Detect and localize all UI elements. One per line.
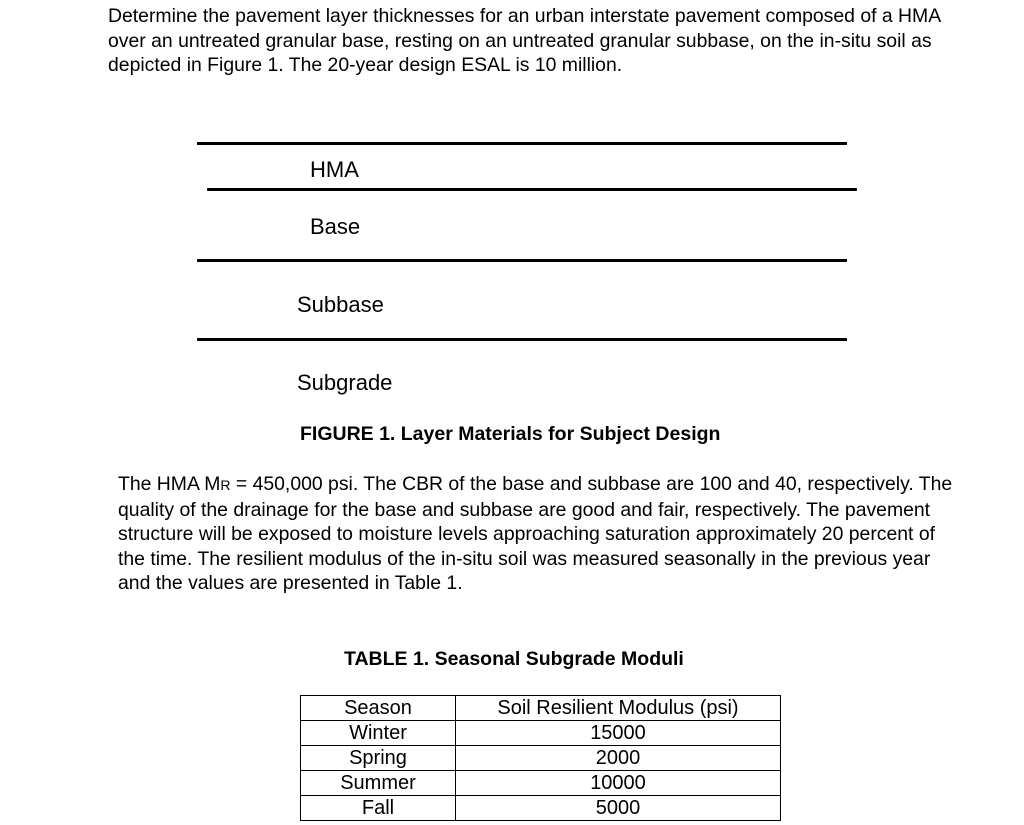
- modulus-cell: 15000: [456, 721, 781, 746]
- table-row: [301, 771, 781, 796]
- modulus-cell: 10000: [456, 771, 781, 796]
- description-subscript: R: [220, 477, 231, 493]
- modulus-cell: 5000: [456, 796, 781, 821]
- layer-label-base: Base: [310, 214, 361, 239]
- figure-caption: FIGURE 1. Layer Materials for Subject Design: [300, 423, 721, 445]
- season-cell: Spring: [301, 746, 456, 771]
- modulus-cell: 2000: [456, 746, 781, 771]
- layer-label-subgrade: Subgrade: [297, 370, 393, 395]
- design-description: [118, 472, 958, 596]
- table-caption: TABLE 1. Seasonal Subgrade Moduli: [344, 648, 684, 670]
- header-modulus: Soil Resilient Modulus (psi): [456, 696, 781, 721]
- layer-label-hma: HMA: [310, 157, 359, 182]
- description-rest: = 450,000 psi. The CBR of the base and subbase are 100 and 40, respectively. The quality of the drainage for the base and subbase are good and fair, respectively. The pavement structure will be exposed to moisture levels approaching saturation approximately 20 percent of the time. The resilient modulus of the in-situ soil was measured seasonally in the previous year and the values are presented in Table 1.: [118, 473, 953, 594]
- header-season: Season: [301, 696, 456, 721]
- table-row: [301, 746, 781, 771]
- season-cell: Fall: [301, 796, 456, 821]
- layer-label-subbase: Subbase: [297, 292, 384, 317]
- description-prefix: The HMA M: [118, 473, 221, 495]
- table-header-row: [301, 696, 781, 721]
- layer-line-base-subbase: [197, 259, 847, 262]
- season-cell: Summer: [301, 771, 456, 796]
- layer-line-hma-base: [207, 188, 857, 191]
- table-row: [301, 721, 781, 746]
- table-row: [301, 796, 781, 821]
- season-cell: Winter: [301, 721, 456, 746]
- problem-statement: Determine the pavement layer thicknesses for an urban interstate pavement composed of a HMA over an untreated granular base, resting on an untreated granular subbase, on the in-situ soil as depicted in Figure 1. The 20-year design ESAL is 10 million.: [108, 5, 941, 76]
- layer-line-top: [197, 142, 847, 145]
- seasonal-moduli-table: [300, 695, 781, 821]
- layer-line-subbase-subgrade: [197, 338, 847, 341]
